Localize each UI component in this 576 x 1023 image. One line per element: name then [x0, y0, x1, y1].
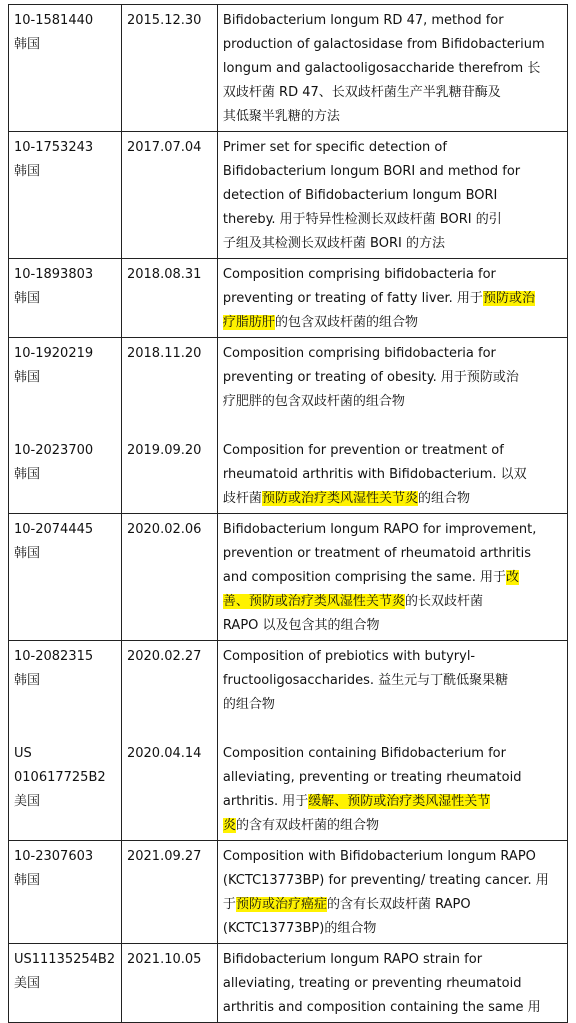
title-text: 的长双歧杆菌 [404, 594, 483, 609]
title-text: preventing or treating of obesity. 用于预防或治 [222, 370, 519, 385]
filing-date: 2015.12.30 [126, 13, 202, 28]
title-line [223, 614, 562, 638]
title-text: production of galactosidase from Bifidobacterium [222, 37, 545, 52]
date-cell [121, 259, 217, 338]
patent-number: 10-1920219 [14, 346, 94, 361]
title-text: 其低聚半乳糖的方法 [222, 109, 340, 124]
table-row [9, 944, 568, 1023]
title-text: longum and galactooligosaccharide therefrom 长 [222, 61, 541, 76]
patent-number: 010617725B2 [14, 770, 106, 785]
date-cell [121, 338, 217, 514]
filing-date: 2020.04.14 [126, 746, 202, 761]
title-line [223, 232, 562, 256]
title-text: prevention or treatment of rheumatoid arthritis [222, 546, 531, 561]
title-line [223, 917, 562, 941]
title-text: Bifidobacterium longum RAPO for improvement, [222, 522, 537, 537]
patent-entry [14, 645, 116, 693]
table-row [9, 338, 568, 514]
title-line [223, 972, 562, 996]
date-cell [121, 514, 217, 641]
country-label: 韩国 [14, 546, 41, 561]
title-text: preventing or treating of fatty liver. 用于 [222, 291, 483, 306]
title-line [223, 669, 562, 693]
title-text: 的含有双歧杆菌的组合物 [235, 818, 379, 833]
patent-title [223, 439, 562, 511]
date-cell [121, 641, 217, 841]
title-text: Primer set for specific detection of [222, 140, 447, 155]
title-line [223, 263, 562, 287]
title-line [223, 566, 562, 590]
title-line [223, 390, 562, 414]
title-line [223, 487, 562, 511]
title-text: and composition comprising the same. 用于 [222, 570, 507, 585]
title-line [223, 845, 562, 869]
table-row [9, 514, 568, 641]
country-label: 韩国 [14, 873, 41, 888]
title-line [223, 742, 562, 766]
highlighted-text: 善、预防或治疗类风湿性关节炎 [222, 594, 405, 609]
title-line [223, 693, 562, 717]
title-line [223, 893, 562, 917]
patent-number: US11135254B2 [14, 952, 116, 967]
patent-entry [14, 136, 116, 184]
highlighted-text: 预防或治 [482, 291, 535, 306]
title-text: 于 [222, 897, 236, 912]
patent-number: 10-2082315 [14, 649, 94, 664]
filing-date: 2020.02.27 [126, 649, 202, 664]
patent-number-cell [9, 5, 122, 132]
patent-entry [14, 518, 116, 566]
patent-number: 10-2023700 [14, 443, 94, 458]
title-text: 双歧杆菌 RD 47、长双歧杆菌生产半乳糖苷酶及 [222, 85, 501, 100]
country-label: 韩国 [14, 370, 41, 385]
patent-number: 10-1581440 [14, 13, 94, 28]
title-line [223, 542, 562, 566]
patent-number: 10-1753243 [14, 140, 94, 155]
title-line [223, 590, 562, 614]
title-line [223, 342, 562, 366]
patent-title [223, 263, 562, 335]
title-cell [217, 641, 567, 841]
title-cell [217, 132, 567, 259]
title-line [223, 366, 562, 390]
title-text: 的含有长双歧杆菌 RAPO [326, 897, 471, 912]
filing-date: 2017.07.04 [126, 140, 202, 155]
title-text: 疗肥胖的包含双歧杆菌的组合物 [222, 394, 405, 409]
title-cell [217, 514, 567, 641]
date-cell [121, 944, 217, 1023]
title-text: detection of Bifidobacterium longum BORI [222, 188, 498, 203]
patent-number: 10-2307603 [14, 849, 94, 864]
filing-date: 2021.10.05 [126, 952, 202, 967]
title-text: 子组及其检测长双歧杆菌 BORI 的方法 [222, 236, 445, 251]
patent-table-body [9, 5, 568, 1023]
title-cell [217, 5, 567, 132]
title-line [223, 160, 562, 184]
title-line [223, 766, 562, 790]
patent-title [223, 948, 562, 1020]
title-line [223, 790, 562, 814]
title-text: (KCTC13773BP) for preventing/ treating cancer. 用 [222, 873, 549, 888]
title-text: RAPO 以及包含其的组合物 [222, 618, 380, 633]
title-cell [217, 338, 567, 514]
patent-entry [14, 342, 116, 390]
patent-entry [14, 439, 116, 487]
patent-entry [14, 9, 116, 57]
title-line [223, 311, 562, 335]
highlighted-text: 预防或治疗类风湿性关节炎 [261, 491, 418, 506]
country-label: 韩国 [14, 164, 41, 179]
title-line [223, 33, 562, 57]
title-cell [217, 944, 567, 1023]
patent-title [223, 9, 562, 129]
country-label: 韩国 [14, 467, 41, 482]
patent-title [223, 845, 562, 941]
date-cell [121, 841, 217, 944]
title-text: alleviating, preventing or treating rheumatoid [222, 770, 522, 785]
patent-number-cell [9, 514, 122, 641]
title-line [223, 208, 562, 232]
title-line [223, 184, 562, 208]
country-label: 美国 [14, 976, 41, 991]
title-line [223, 9, 562, 33]
title-text: Composition containing Bifidobacterium for [222, 746, 506, 761]
filing-date: 2019.09.20 [126, 443, 202, 458]
title-cell [217, 259, 567, 338]
date-cell [121, 132, 217, 259]
patent-number-cell [9, 841, 122, 944]
patent-title [223, 342, 562, 414]
highlighted-text: 炎 [222, 818, 236, 833]
title-line [223, 136, 562, 160]
table-row [9, 841, 568, 944]
title-text: Composition comprising bifidobacteria for [222, 267, 496, 282]
patent-table [8, 4, 568, 1023]
title-text: thereby. 用于特异性检测长双歧杆菌 BORI 的引 [222, 212, 502, 227]
patent-entry [14, 742, 116, 814]
highlighted-text: 疗脂肪肝 [222, 315, 275, 330]
patent-number-cell [9, 641, 122, 841]
patent-number: US [14, 746, 32, 761]
title-line [223, 948, 562, 972]
title-line [223, 645, 562, 669]
country-label: 美国 [14, 794, 41, 809]
filing-date: 2020.02.06 [126, 522, 202, 537]
title-text: alleviating, treating or preventing rheumatoid [222, 976, 522, 991]
patent-entry [14, 948, 116, 996]
highlighted-text: 改 [506, 570, 520, 585]
filing-date: 2018.08.31 [126, 267, 202, 282]
title-text: 的包含双歧杆菌的组合物 [274, 315, 418, 330]
title-line [223, 57, 562, 81]
title-cell [217, 841, 567, 944]
title-line [223, 996, 562, 1020]
country-label: 韩国 [14, 673, 41, 688]
title-text: Bifidobacterium longum RAPO strain for [222, 952, 483, 967]
title-text: Composition for prevention or treatment of [222, 443, 504, 458]
title-text: Composition of prebiotics with butyryl- [222, 649, 476, 664]
title-text: 的组合物 [222, 697, 275, 712]
patent-number-cell [9, 338, 122, 514]
patent-number: 10-2074445 [14, 522, 94, 537]
title-text: 的组合物 [417, 491, 470, 506]
patent-number-cell [9, 944, 122, 1023]
title-text: 歧杆菌 [222, 491, 262, 506]
patent-title [223, 742, 562, 838]
title-line [223, 518, 562, 542]
country-label: 韩国 [14, 37, 41, 52]
title-text: Bifidobacterium longum BORI and method for [222, 164, 521, 179]
highlighted-text: 预防或治疗癌症 [235, 897, 327, 912]
title-text: arthritis and composition containing the same 用 [222, 1000, 541, 1015]
highlighted-text: 缓解、预防或治疗类风湿性关节 [308, 794, 491, 809]
patent-entry [14, 263, 116, 311]
title-text: Bifidobacterium longum RD 47, method for [222, 13, 504, 28]
table-row [9, 132, 568, 259]
date-cell [121, 5, 217, 132]
title-line [223, 81, 562, 105]
title-text: rheumatoid arthritis with Bifidobacterium. 以双 [222, 467, 527, 482]
country-label: 韩国 [14, 291, 41, 306]
title-text: Composition with Bifidobacterium longum RAPO [222, 849, 536, 864]
title-line [223, 869, 562, 893]
patent-title [223, 136, 562, 256]
title-text: arthritis. 用于 [222, 794, 309, 809]
title-line [223, 287, 562, 311]
patent-number-cell [9, 259, 122, 338]
table-row [9, 259, 568, 338]
title-text: (KCTC13773BP)的组合物 [222, 921, 377, 936]
title-line [223, 814, 562, 838]
patent-number: 10-1893803 [14, 267, 94, 282]
patent-title [223, 645, 562, 717]
title-line [223, 105, 562, 129]
title-line [223, 463, 562, 487]
filing-date: 2021.09.27 [126, 849, 202, 864]
title-text: fructooligosaccharides. 益生元与丁酰低聚果糖 [222, 673, 509, 688]
table-row [9, 641, 568, 841]
filing-date: 2018.11.20 [126, 346, 202, 361]
title-text: Composition comprising bifidobacteria for [222, 346, 496, 361]
title-line [223, 439, 562, 463]
patent-entry [14, 845, 116, 893]
patent-title [223, 518, 562, 638]
patent-number-cell [9, 132, 122, 259]
table-row [9, 5, 568, 132]
